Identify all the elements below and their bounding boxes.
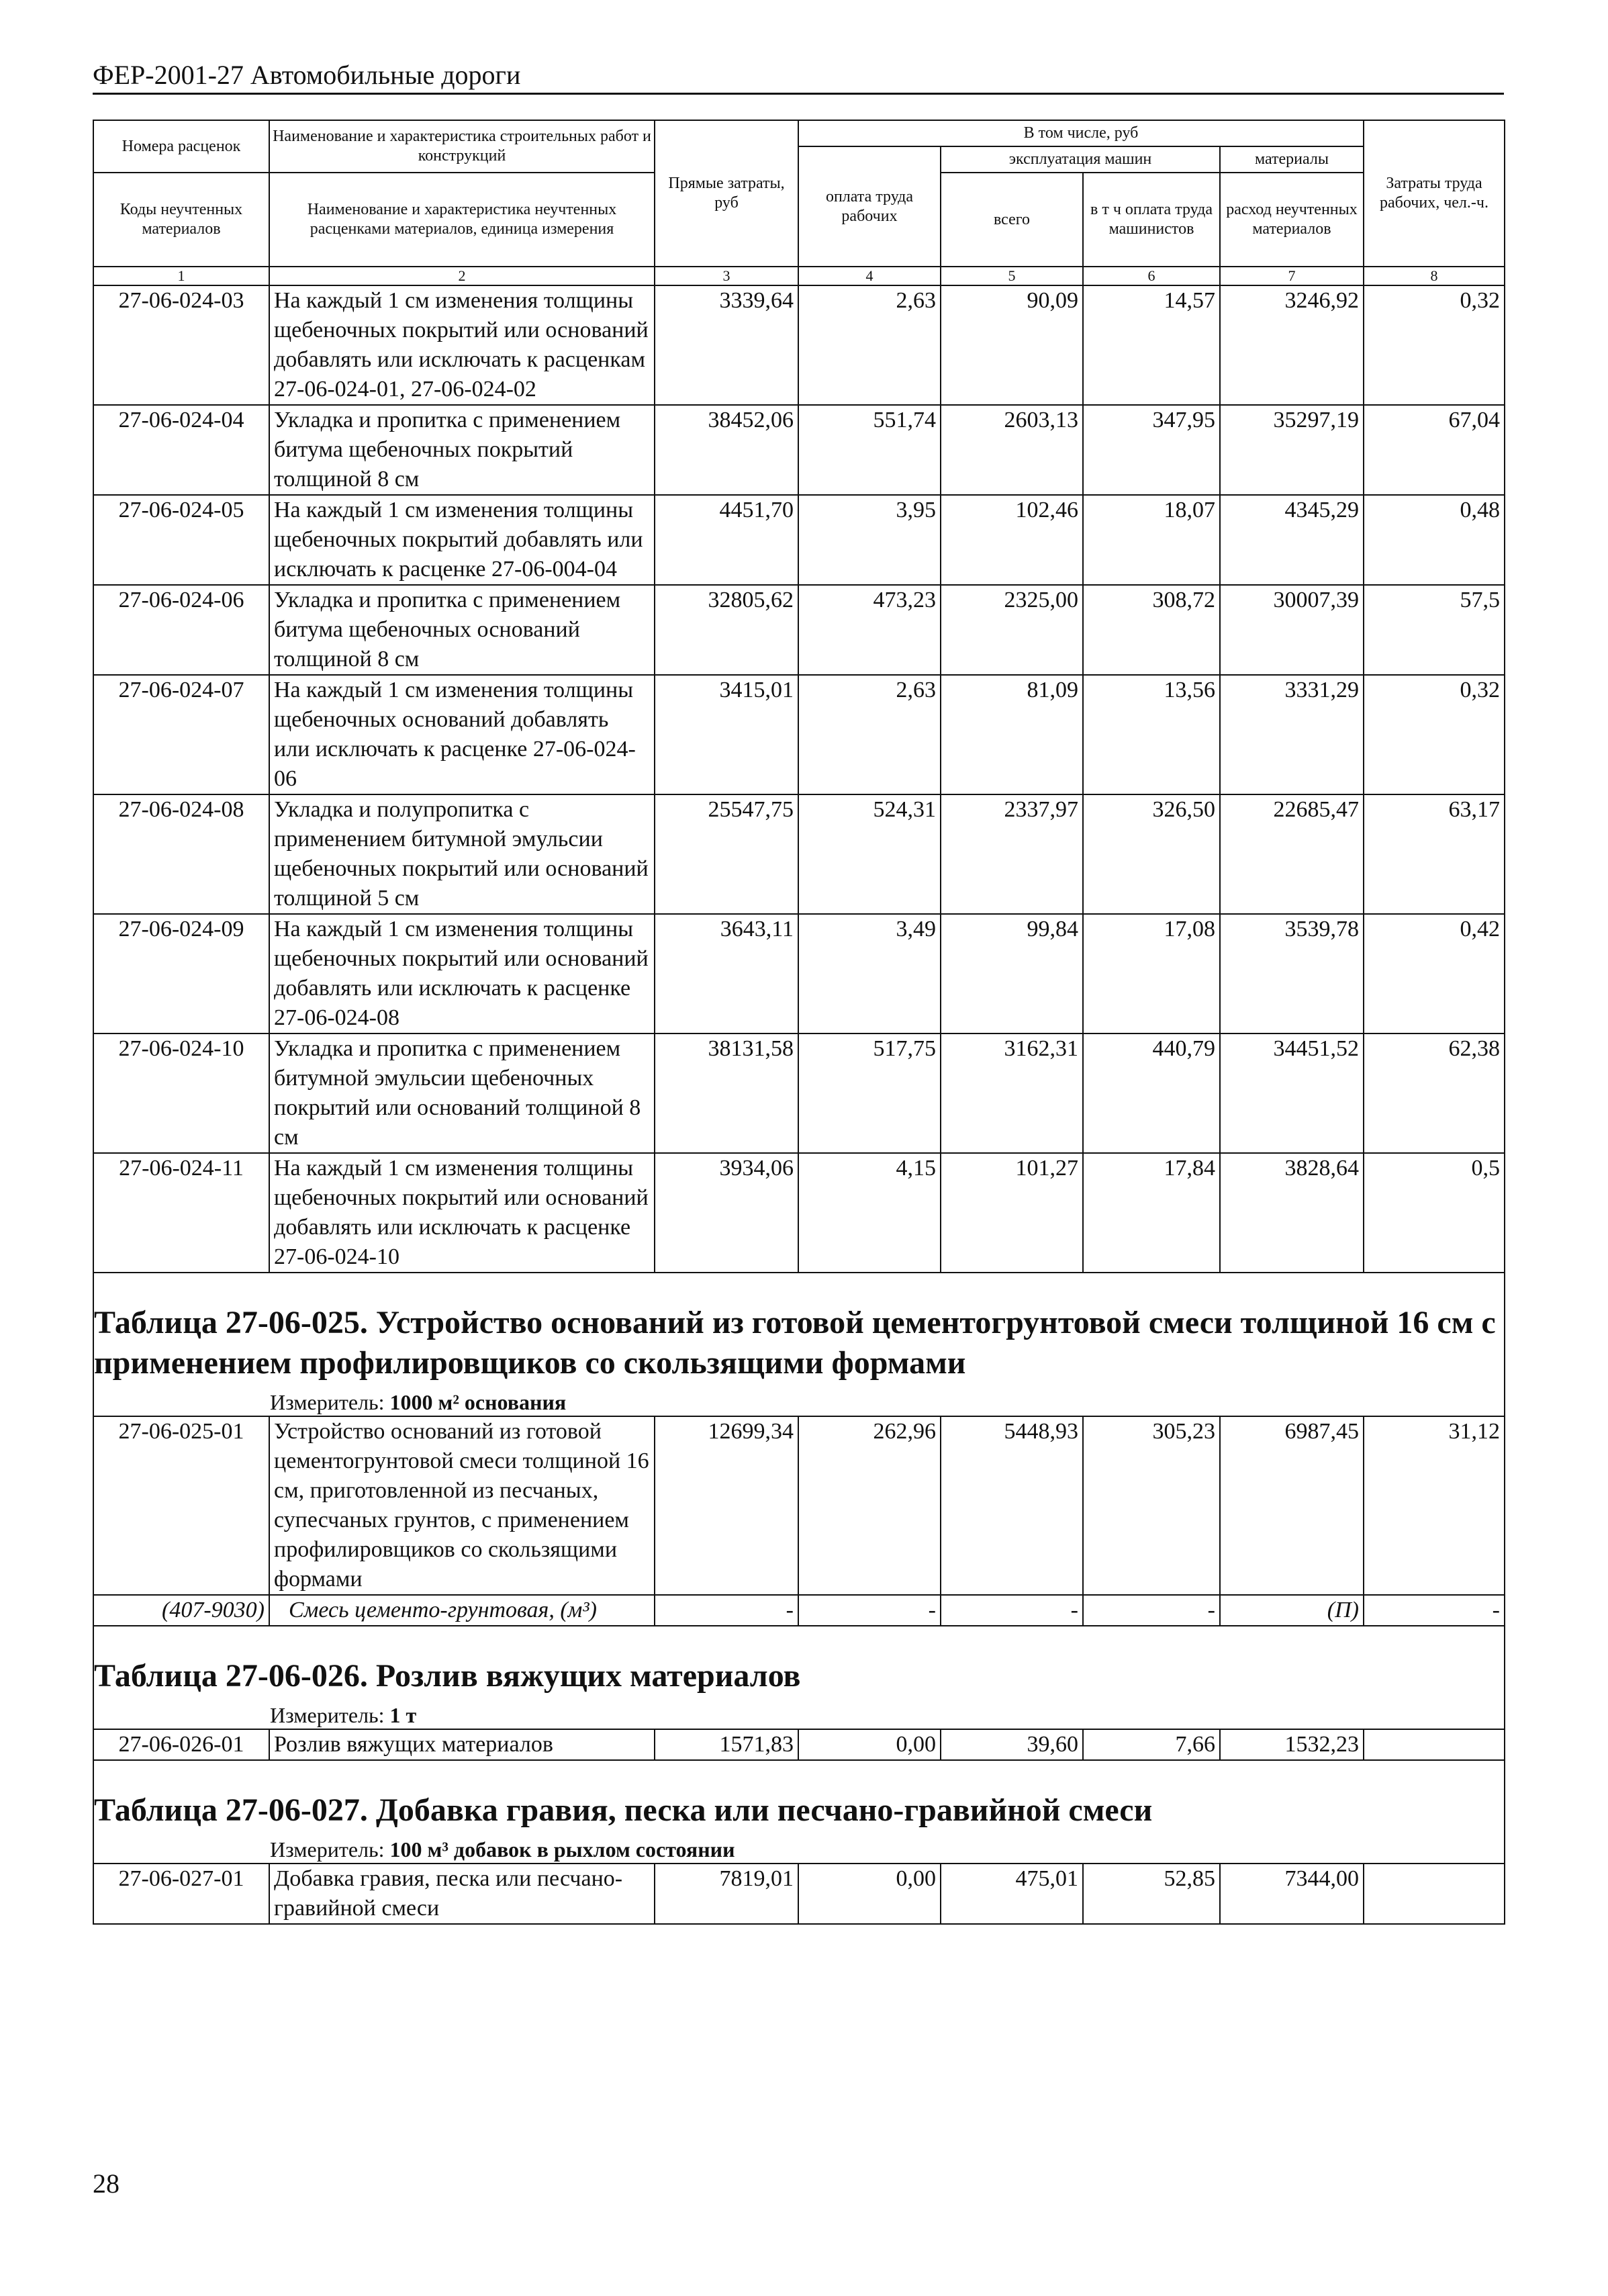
labor-hours: 31,12 [1364,1416,1505,1595]
labor-hours: 0,5 [1364,1153,1505,1273]
labor-hours: 0,48 [1364,495,1505,585]
table-row [93,285,1505,405]
group-machines-header: эксплуатация машин [941,146,1220,173]
operators-cost: 440,79 [1083,1034,1220,1153]
col8-header: Затраты труда рабочих, чел.-ч. [1364,120,1505,267]
group-materials-header: материалы [1220,146,1364,173]
operators-cost: 13,56 [1083,675,1220,794]
labor-cost: - [798,1595,941,1626]
direct-cost: 7819,01 [655,1864,798,1924]
materials-cost: 3331,29 [1220,675,1364,794]
machines-cost: 2603,13 [941,405,1083,495]
rate-description: На каждый 1 см изменения толщины щебеночных покрытий или оснований добавлять или исключать к расценке 27-06-024-10 [269,1153,655,1273]
machines-cost: 475,01 [941,1864,1083,1924]
col7-header: расход неучтенных материалов [1220,173,1364,267]
column-number: 3 [655,267,798,285]
table-row [93,585,1505,675]
operators-cost: 18,07 [1083,495,1220,585]
measure-027 [94,1836,1504,1863]
rate-code: 27-06-025-01 [93,1416,269,1595]
labor-hours [1364,1864,1505,1924]
machines-cost: 3162,31 [941,1034,1083,1153]
col6-header: в т ч оплата труда машинистов [1083,173,1220,267]
rate-code: 27-06-024-05 [93,495,269,585]
operators-cost: 326,50 [1083,794,1220,914]
table-header [93,120,1505,285]
labor-cost: 524,31 [798,794,941,914]
measure-value: 1000 м² основания [389,1390,567,1414]
rate-description: На каждый 1 см изменения толщины щебеночных покрытий добавлять или исключать к расценке 27-06-004-04 [269,495,655,585]
document-header: ФЕР-2001-27 Автомобильные дороги [93,60,521,90]
rates-table [93,120,1505,1925]
rate-code: 27-06-024-04 [93,405,269,495]
rates-body [93,285,1505,1924]
machines-cost: 101,27 [941,1153,1083,1273]
direct-cost: 3643,11 [655,914,798,1034]
machines-cost: 81,09 [941,675,1083,794]
measure-label: Измеритель: [270,1390,390,1414]
labor-hours: 57,5 [1364,585,1505,675]
direct-cost: - [655,1595,798,1626]
table-row [93,405,1505,495]
operators-cost: 17,84 [1083,1153,1220,1273]
labor-cost: 3,49 [798,914,941,1034]
materials-cost: 22685,47 [1220,794,1364,914]
direct-cost: 3415,01 [655,675,798,794]
measure-label: Измеритель: [270,1703,390,1727]
rate-description: Укладка и пропитка с применением битумной эмульсии щебеночных покрытий или оснований толщиной 8 см [269,1034,655,1153]
machines-cost: 2325,00 [941,585,1083,675]
direct-cost: 3339,64 [655,285,798,405]
labor-cost: 473,23 [798,585,941,675]
rate-description: Укладка и полупропитка с применением битумной эмульсии щебеночных покрытий или оснований толщиной 5 см [269,794,655,914]
rate-description: На каждый 1 см изменения толщины щебеночных покрытий или оснований добавлять или исключать к расценке 27-06-024-08 [269,914,655,1034]
col1-bottom-header: Коды неучтенных материалов [93,173,269,267]
materials-cost: 4345,29 [1220,495,1364,585]
column-number: 8 [1364,267,1505,285]
labor-cost: 3,95 [798,495,941,585]
operators-cost: 347,95 [1083,405,1220,495]
labor-cost: 262,96 [798,1416,941,1595]
labor-hours: 63,17 [1364,794,1505,914]
section-title-025: Таблица 27-06-025. Устройство оснований из готовой цементогрунтовой смеси толщиной 16 см с применением профилировщиков со скользящими формами [94,1305,1496,1381]
machines-cost: 99,84 [941,914,1083,1034]
measure-026 [94,1702,1504,1729]
material-code: (407-9030) [93,1595,269,1626]
column-number-row [93,267,1505,285]
column-number: 1 [93,267,269,285]
materials-cost: 34451,52 [1220,1034,1364,1153]
labor-cost: 551,74 [798,405,941,495]
rate-code: 27-06-024-06 [93,585,269,675]
rate-code: 27-06-027-01 [93,1864,269,1924]
col4-header: оплата труда рабочих [798,146,941,267]
table-row [93,1153,1505,1273]
table-row [93,675,1505,794]
material-row [93,1595,1505,1626]
machines-cost: - [941,1595,1083,1626]
header-rule [93,93,1504,95]
labor-cost: 2,63 [798,675,941,794]
column-number: 4 [798,267,941,285]
table-row [93,495,1505,585]
rate-description: Укладка и пропитка с применением битума щебеночных оснований толщиной 8 см [269,585,655,675]
table-row [93,1034,1505,1153]
rate-description: Укладка и пропитка с применением битума щебеночных покрытий толщиной 8 см [269,405,655,495]
direct-cost: 38131,58 [655,1034,798,1153]
rate-code: 27-06-024-07 [93,675,269,794]
machines-cost: 39,60 [941,1729,1083,1760]
materials-cost: 7344,00 [1220,1864,1364,1924]
direct-cost: 25547,75 [655,794,798,914]
operators-cost: 14,57 [1083,285,1220,405]
column-number: 6 [1083,267,1220,285]
operators-cost: 7,66 [1083,1729,1220,1760]
materials-cost: 6987,45 [1220,1416,1364,1595]
rate-code: 27-06-024-03 [93,285,269,405]
machines-cost: 2337,97 [941,794,1083,914]
section-heading-row [93,1273,1505,1416]
direct-cost: 32805,62 [655,585,798,675]
direct-cost: 1571,83 [655,1729,798,1760]
labor-cost: 2,63 [798,285,941,405]
labor-hours: 62,38 [1364,1034,1505,1153]
section-heading-row [93,1760,1505,1864]
operators-cost: - [1083,1595,1220,1626]
labor-hours [1364,1729,1505,1760]
materials-cost: 35297,19 [1220,405,1364,495]
direct-cost: 3934,06 [655,1153,798,1273]
operators-cost: 52,85 [1083,1864,1220,1924]
materials-cost: 30007,39 [1220,585,1364,675]
measure-025 [94,1389,1504,1416]
machines-cost: 90,09 [941,285,1083,405]
materials-cost: (П) [1220,1595,1364,1626]
materials-cost: 1532,23 [1220,1729,1364,1760]
table-row [93,914,1505,1034]
labor-cost: 517,75 [798,1034,941,1153]
materials-cost: 3828,64 [1220,1153,1364,1273]
rate-code: 27-06-024-10 [93,1034,269,1153]
operators-cost: 305,23 [1083,1416,1220,1595]
operators-cost: 17,08 [1083,914,1220,1034]
table-row [93,794,1505,914]
column-number: 2 [269,267,655,285]
material-description: Смесь цементо-грунтовая, (м³) [269,1595,655,1626]
rate-description: Добавка гравия, песка или песчано-гравийной смеси [269,1864,655,1924]
labor-hours: 0,42 [1364,914,1505,1034]
page-number: 28 [93,2168,120,2199]
labor-hours: 0,32 [1364,675,1505,794]
section-title-027: Таблица 27-06-027. Добавка гравия, песка или песчано-гравийной смеси [94,1792,1153,1828]
rate-description: Устройство оснований из готовой цементогрунтовой смеси толщиной 16 см, приготовленной из песчаных, супесчаных грунтов, с применением профилировщиков со скользящими формами [269,1416,655,1595]
machines-cost: 102,46 [941,495,1083,585]
table-row [93,1416,1505,1595]
measure-value: 100 м³ добавок в рыхлом состоянии [389,1837,735,1862]
labor-cost: 4,15 [798,1153,941,1273]
measure-value: 1 т [389,1703,417,1727]
section-heading-row [93,1626,1505,1729]
labor-cost: 0,00 [798,1729,941,1760]
col5-header: всего [941,173,1083,267]
labor-cost: 0,00 [798,1864,941,1924]
labor-hours: 0,32 [1364,285,1505,405]
machines-cost: 5448,93 [941,1416,1083,1595]
table-row [93,1729,1505,1760]
labor-hours: - [1364,1595,1505,1626]
column-number: 7 [1220,267,1364,285]
group-incl-header: В том числе, руб [798,120,1364,146]
materials-cost: 3246,92 [1220,285,1364,405]
col2-top-header: Наименование и характеристика строительных работ и конструкций [269,120,655,173]
section-title-026: Таблица 27-06-026. Розлив вяжущих материалов [94,1658,801,1694]
direct-cost: 4451,70 [655,495,798,585]
materials-cost: 3539,78 [1220,914,1364,1034]
table-row [93,1864,1505,1924]
labor-hours: 67,04 [1364,405,1505,495]
rate-description: На каждый 1 см изменения толщины щебеночных покрытий или оснований добавлять или исключать к расценкам 27-06-024-01, 27-06-024-02 [269,285,655,405]
rate-code: 27-06-024-08 [93,794,269,914]
rate-description: Розлив вяжущих материалов [269,1729,655,1760]
rate-code: 27-06-024-09 [93,914,269,1034]
col2-bottom-header: Наименование и характеристика неучтенных расценками материалов, единица измерения [269,173,655,267]
col3-header: Прямые затраты, руб [655,120,798,267]
direct-cost: 38452,06 [655,405,798,495]
column-number: 5 [941,267,1083,285]
direct-cost: 12699,34 [655,1416,798,1595]
measure-label: Измеритель: [270,1837,390,1862]
rate-code: 27-06-024-11 [93,1153,269,1273]
rate-description: На каждый 1 см изменения толщины щебеночных оснований добавлять или исключать к расценке 27-06-024-06 [269,675,655,794]
rate-code: 27-06-026-01 [93,1729,269,1760]
col1-top-header: Номера расценок [93,120,269,173]
operators-cost: 308,72 [1083,585,1220,675]
